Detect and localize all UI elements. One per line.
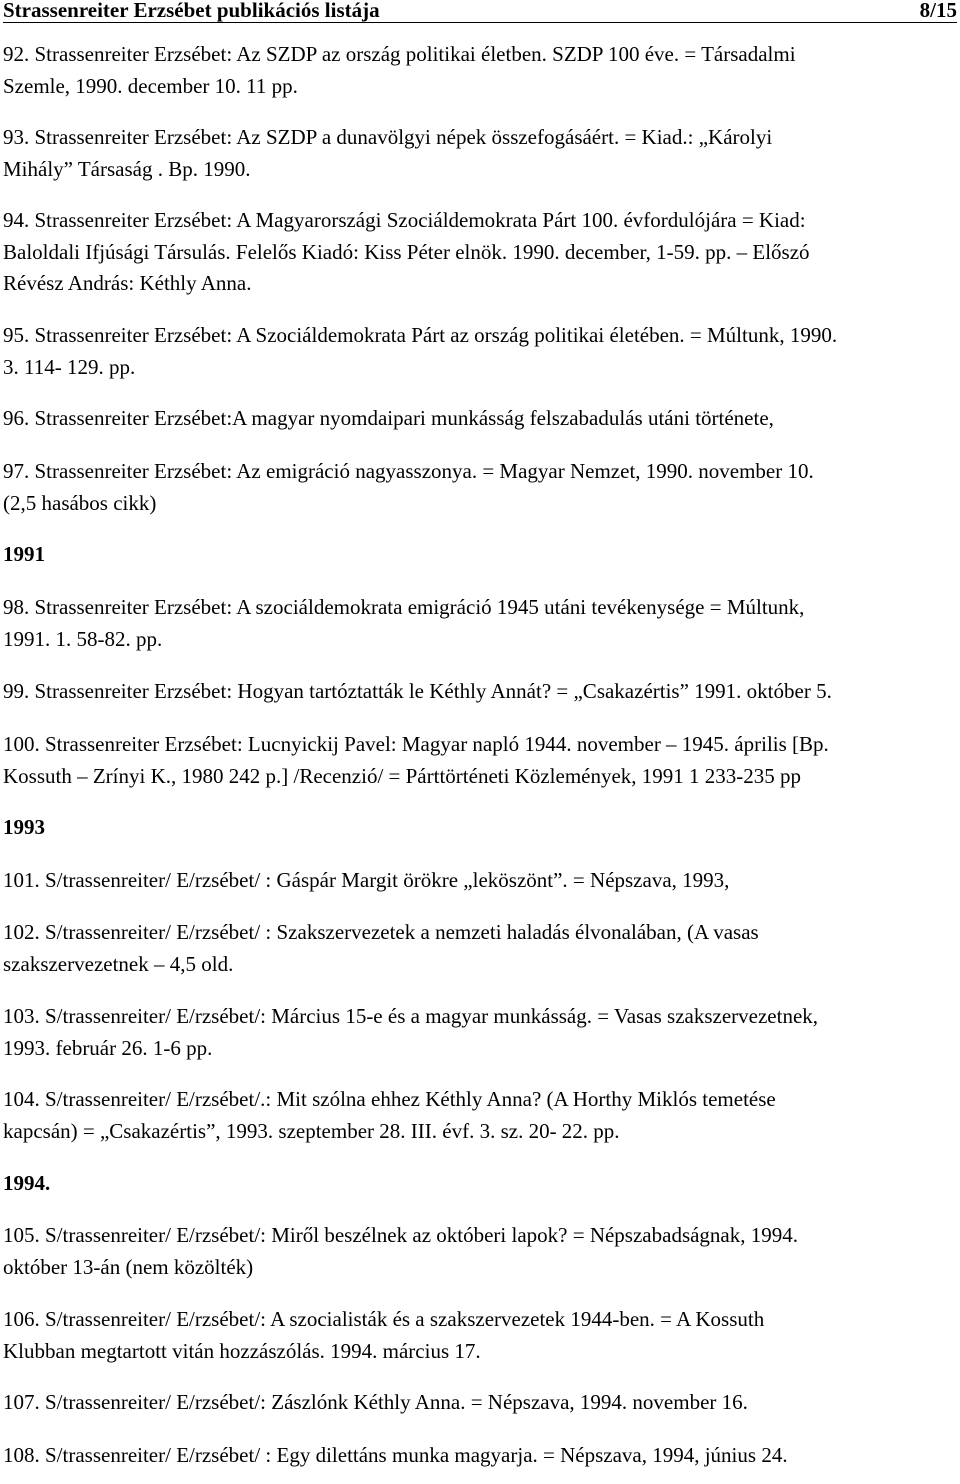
entry-line: Baloldali Ifjúsági Társulás. Felelős Kiadó: Kiss Péter elnök. 1990. december, 1-59. pp. – Előszó	[3, 239, 810, 264]
publication-entry	[3, 456, 814, 519]
publication-entry	[3, 1220, 798, 1283]
publication-entry	[3, 1001, 818, 1064]
entry-line: 93. Strassenreiter Erzsébet: Az SZDP a dunavölgyi népek összefogásáért. = Kiad.: „Károlyi	[3, 125, 773, 149]
publication-entry	[3, 122, 772, 185]
publication-entry	[3, 1304, 764, 1367]
publication-entry	[3, 592, 804, 655]
entry-line: 1991. 1. 58-82. pp.	[3, 626, 163, 651]
entry-line: 101. S/trassenreiter/ E/rzsébet/ : Gáspár Margit örökre „leköszönt”. = Népszava, 1993,	[3, 868, 730, 892]
entry-line: 103. S/trassenreiter/ E/rzsébet/: Március 15-e és a magyar munkásság. = Vasas szakszervezetnek,	[3, 1004, 819, 1028]
entry-line: 95. Strassenreiter Erzsébet: A Szociáldemokrata Párt az ország politikai életében. = Múltunk, 1990.	[3, 323, 838, 347]
entry-line: 102. S/trassenreiter/ E/rzsébet/ : Szakszervezetek a nemzeti haladás élvonalában, (A vasas	[3, 920, 759, 944]
entry-line: 107. S/trassenreiter/ E/rzsébet/: Zászlónk Kéthly Anna. = Népszava, 1994. november 16.	[3, 1390, 748, 1414]
year-heading: 1994.	[3, 1171, 51, 1195]
publication-entry	[3, 205, 810, 300]
entry-line: szakszervezetnek – 4,5 old.	[3, 951, 234, 976]
publication-entry	[3, 917, 759, 980]
entry-line: 96. Strassenreiter Erzsébet:A magyar nyomdaipari munkásság felszabadulás utáni története,	[3, 406, 774, 430]
document-title: Strassenreiter Erzsébet publikációs listája	[3, 0, 380, 22]
entry-line: 100. Strassenreiter Erzsébet: Lucnyickij Pavel: Magyar napló 1944. november – 1945. április [Bp.	[3, 732, 829, 756]
entry-line: Klubban megtartott vitán hozzászólás. 1994. március 17.	[3, 1338, 481, 1363]
entry-line: 92. Strassenreiter Erzsébet: Az SZDP az ország politikai életben. SZDP 100 éve. = Társadalmi	[3, 42, 796, 66]
entry-line: 98. Strassenreiter Erzsébet: A szociáldemokrata emigráció 1945 utáni tevékenysége = Múltunk,	[3, 595, 805, 619]
year-heading: 1993	[3, 815, 45, 839]
publication-entry	[3, 729, 829, 792]
entry-line: Mihály” Társaság . Bp. 1990.	[3, 156, 251, 181]
entry-line: Szemle, 1990. december 10. 11 pp.	[3, 73, 298, 98]
entry-line: Kossuth – Zrínyi K., 1980 242 p.] /Recenzió/ = Párttörténeti Közlemények, 1991 1 233-235 pp	[3, 763, 802, 788]
page-header	[3, 0, 957, 23]
entry-line: 104. S/trassenreiter/ E/rzsébet/.: Mit szólna ehhez Kéthly Anna? (A Horthy Miklós temetése	[3, 1087, 776, 1111]
publication-entry	[3, 39, 796, 102]
entry-line: október 13-án (nem közölték)	[3, 1254, 254, 1279]
entry-line: 3. 114- 129. pp.	[3, 354, 136, 379]
publication-entry	[3, 1440, 788, 1472]
publication-entry	[3, 676, 832, 708]
page-number: 8/15	[919, 0, 957, 22]
entry-line: kapcsán) = „Csakazértis”, 1993. szeptember 28. III. évf. 3. sz. 20- 22. pp.	[3, 1118, 620, 1143]
publication-entry	[3, 865, 729, 897]
year-heading: 1991	[3, 542, 45, 566]
entry-line: 108. S/trassenreiter/ E/rzsébet/ : Egy dilettáns munka magyarja. = Népszava, 1994, június 24.	[3, 1443, 788, 1467]
publication-entry	[3, 1387, 748, 1419]
entry-line: 94. Strassenreiter Erzsébet: A Magyarországi Szociáldemokrata Párt 100. évfordulójára = Kiad:	[3, 208, 806, 232]
publication-entry	[3, 403, 774, 435]
entry-line: 105. S/trassenreiter/ E/rzsébet/: Miről beszélnek az októberi lapok? = Népszabadságnak, 1994.	[3, 1223, 799, 1247]
entry-line: 99. Strassenreiter Erzsébet: Hogyan tartóztatták le Kéthly Annát? = „Csakazértis” 1991. október 5.	[3, 679, 832, 703]
entry-line: 1993. február 26. 1-6 pp.	[3, 1035, 213, 1060]
publication-entry	[3, 320, 837, 383]
entry-line: (2,5 hasábos cikk)	[3, 490, 157, 515]
entry-line: 97. Strassenreiter Erzsébet: Az emigráció nagyasszonya. = Magyar Nemzet, 1990. november 10.	[3, 459, 814, 483]
entry-line: 106. S/trassenreiter/ E/rzsébet/: A szocialisták és a szakszervezetek 1944-ben. = A Kossuth	[3, 1307, 765, 1331]
entry-line: Révész András: Kéthly Anna.	[3, 271, 252, 295]
publication-entry	[3, 1084, 776, 1147]
